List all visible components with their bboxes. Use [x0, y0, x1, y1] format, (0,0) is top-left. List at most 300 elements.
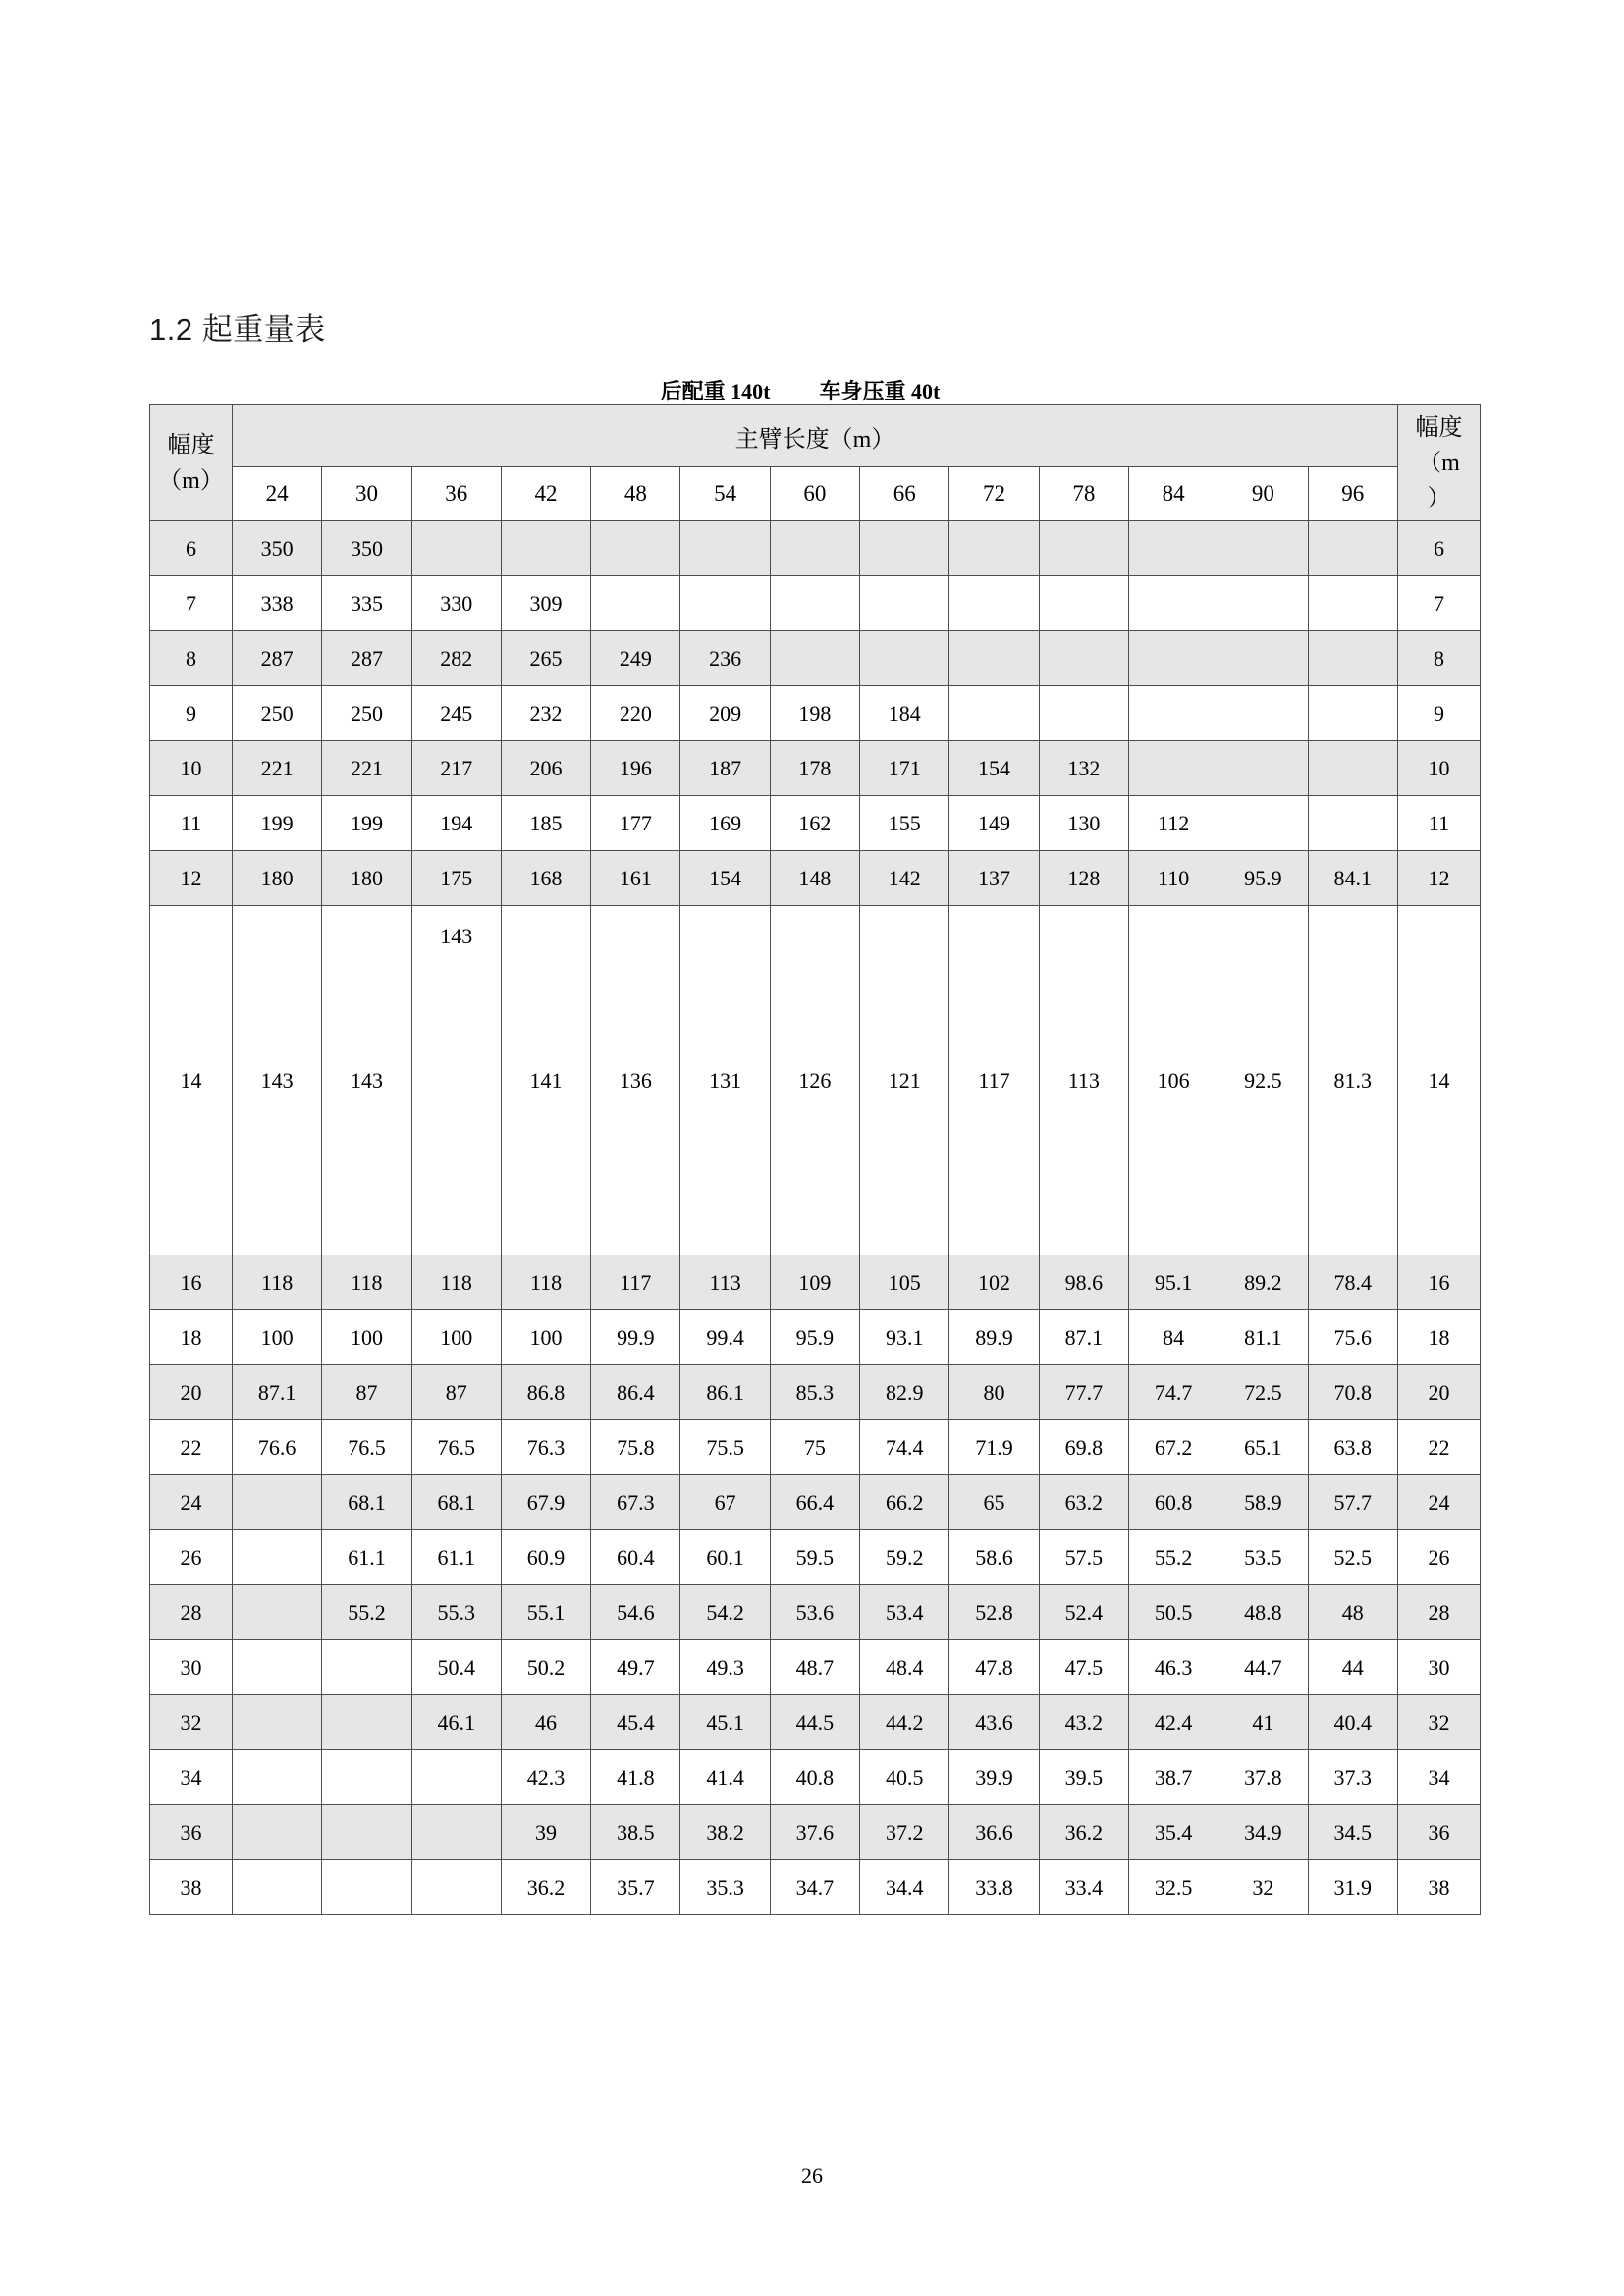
capacity-cell: 41.8: [591, 1750, 680, 1805]
capacity-cell: 93.1: [860, 1310, 949, 1365]
table-row: [150, 1310, 1481, 1365]
capacity-cell: 34.9: [1218, 1805, 1308, 1860]
capacity-cell: 48.7: [770, 1640, 859, 1695]
capacity-cell: [233, 1585, 322, 1640]
row-radius-right: 28: [1398, 1585, 1481, 1640]
capacity-cell: [1128, 631, 1218, 686]
row-radius-right: 32: [1398, 1695, 1481, 1750]
capacity-cell: 37.8: [1218, 1750, 1308, 1805]
capacity-cell: 177: [591, 796, 680, 851]
capacity-cell: 49.3: [680, 1640, 770, 1695]
capacity-cell: 36.2: [501, 1860, 590, 1915]
capacity-cell: 40.4: [1308, 1695, 1397, 1750]
capacity-cell: 199: [322, 796, 411, 851]
capacity-cell: 39.5: [1039, 1750, 1128, 1805]
capacity-cell: [322, 1860, 411, 1915]
capacity-cell: 282: [411, 631, 501, 686]
row-radius-left: 26: [150, 1530, 233, 1585]
capacity-cell: 121: [860, 906, 949, 1255]
capacity-cell: 82.9: [860, 1365, 949, 1420]
header-radius-right: [1398, 405, 1481, 521]
capacity-cell: 77.7: [1039, 1365, 1128, 1420]
capacity-cell: 100: [322, 1310, 411, 1365]
capacity-cell: 37.3: [1308, 1750, 1397, 1805]
capacity-cell: 52.8: [949, 1585, 1039, 1640]
table-caption: [0, 375, 1624, 405]
capacity-cell: [322, 1640, 411, 1695]
capacity-cell: 350: [322, 521, 411, 576]
capacity-cell: 61.1: [322, 1530, 411, 1585]
capacity-cell: 245: [411, 686, 501, 741]
capacity-cell: [1308, 631, 1397, 686]
row-radius-right: 26: [1398, 1530, 1481, 1585]
capacity-cell: [1308, 576, 1397, 631]
row-radius-left: 14: [150, 906, 233, 1255]
capacity-cell: 50.5: [1128, 1585, 1218, 1640]
capacity-cell: 126: [770, 906, 859, 1255]
table-row: [150, 1640, 1481, 1695]
capacity-cell: [411, 1805, 501, 1860]
capacity-cell: 154: [949, 741, 1039, 796]
capacity-cell: [949, 521, 1039, 576]
row-radius-right: 9: [1398, 686, 1481, 741]
capacity-cell: 60.1: [680, 1530, 770, 1585]
capacity-cell: 69.8: [1039, 1420, 1128, 1475]
capacity-cell: [1039, 576, 1128, 631]
table-row: [150, 521, 1481, 576]
row-radius-right: 11: [1398, 796, 1481, 851]
capacity-cell: 199: [233, 796, 322, 851]
capacity-cell: 130: [1039, 796, 1128, 851]
capacity-cell: [233, 1805, 322, 1860]
row-radius-right: 18: [1398, 1310, 1481, 1365]
capacity-cell: 68.1: [322, 1475, 411, 1530]
capacity-cell: 32.5: [1128, 1860, 1218, 1915]
capacity-cell: 109: [770, 1255, 859, 1310]
capacity-cell: 40.5: [860, 1750, 949, 1805]
capacity-cell: 67.9: [501, 1475, 590, 1530]
capacity-cell: [1128, 686, 1218, 741]
capacity-cell: 221: [233, 741, 322, 796]
capacity-cell: 113: [1039, 906, 1128, 1255]
capacity-cell: [591, 576, 680, 631]
capacity-cell: 87: [322, 1365, 411, 1420]
capacity-cell: 53.4: [860, 1585, 949, 1640]
capacity-cell: 143: [233, 906, 322, 1255]
header-radius-right-line1: 幅度: [1415, 414, 1463, 441]
capacity-cell: [770, 631, 859, 686]
capacity-cell: [860, 631, 949, 686]
capacity-cell: 35.4: [1128, 1805, 1218, 1860]
capacity-cell: 335: [322, 576, 411, 631]
capacity-cell: 141: [501, 906, 590, 1255]
row-radius-left: 24: [150, 1475, 233, 1530]
capacity-cell: [1308, 521, 1397, 576]
row-radius-left: 36: [150, 1805, 233, 1860]
capacity-cell: 87: [411, 1365, 501, 1420]
header-boom-col-36: 36: [411, 467, 501, 521]
capacity-cell: 38.5: [591, 1805, 680, 1860]
capacity-cell: [1128, 741, 1218, 796]
header-radius-left-line1: 幅度: [167, 432, 215, 458]
page-title: 1.2 起重量表: [149, 312, 326, 347]
row-radius-right: 36: [1398, 1805, 1481, 1860]
capacity-cell: 180: [322, 851, 411, 906]
capacity-cell: 89.2: [1218, 1255, 1308, 1310]
capacity-cell: 196: [591, 741, 680, 796]
capacity-cell: 65: [949, 1475, 1039, 1530]
capacity-cell: 55.1: [501, 1585, 590, 1640]
capacity-cell: 52.4: [1039, 1585, 1128, 1640]
capacity-cell: 180: [233, 851, 322, 906]
capacity-cell: 61.1: [411, 1530, 501, 1585]
table-row: [150, 1530, 1481, 1585]
capacity-cell: [860, 521, 949, 576]
capacity-cell: 168: [501, 851, 590, 906]
capacity-cell: 187: [680, 741, 770, 796]
capacity-cell: 45.4: [591, 1695, 680, 1750]
capacity-cell: [680, 521, 770, 576]
capacity-cell: 35.3: [680, 1860, 770, 1915]
row-radius-left: 11: [150, 796, 233, 851]
capacity-cell: [233, 1475, 322, 1530]
row-radius-left: 34: [150, 1750, 233, 1805]
capacity-cell: 48.8: [1218, 1585, 1308, 1640]
capacity-cell: 206: [501, 741, 590, 796]
header-boom-col-96: 96: [1308, 467, 1397, 521]
table-head: [150, 405, 1481, 521]
capacity-cell: 38.2: [680, 1805, 770, 1860]
capacity-cell: 59.2: [860, 1530, 949, 1585]
capacity-cell: 46.3: [1128, 1640, 1218, 1695]
capacity-cell: 221: [322, 741, 411, 796]
row-radius-right: 24: [1398, 1475, 1481, 1530]
row-radius-left: 6: [150, 521, 233, 576]
capacity-cell: 75.5: [680, 1420, 770, 1475]
capacity-cell: 50.4: [411, 1640, 501, 1695]
capacity-cell: 42.3: [501, 1750, 590, 1805]
capacity-cell: 87.1: [1039, 1310, 1128, 1365]
table-row: [150, 906, 1481, 1255]
table-row: [150, 576, 1481, 631]
capacity-cell: 80: [949, 1365, 1039, 1420]
capacity-cell: 86.4: [591, 1365, 680, 1420]
header-boom-col-24: 24: [233, 467, 322, 521]
capacity-cell: 59.5: [770, 1530, 859, 1585]
row-radius-left: 9: [150, 686, 233, 741]
header-row-top: [150, 405, 1481, 467]
row-radius-left: 16: [150, 1255, 233, 1310]
capacity-cell: 209: [680, 686, 770, 741]
capacity-cell: 49.7: [591, 1640, 680, 1695]
capacity-cell: 309: [501, 576, 590, 631]
capacity-cell: 84.1: [1308, 851, 1397, 906]
row-radius-right: 10: [1398, 741, 1481, 796]
capacity-cell: 350: [233, 521, 322, 576]
capacity-cell: 39.9: [949, 1750, 1039, 1805]
capacity-cell: 78.4: [1308, 1255, 1397, 1310]
capacity-cell: 54.2: [680, 1585, 770, 1640]
header-radius-left-line2: （m）: [158, 467, 224, 494]
caption-counterweight: 后配重 140t: [660, 379, 771, 403]
header-boom-col-54: 54: [680, 467, 770, 521]
capacity-cell: 154: [680, 851, 770, 906]
capacity-cell: [1218, 631, 1308, 686]
table-row: [150, 851, 1481, 906]
capacity-cell: [949, 631, 1039, 686]
capacity-cell: 198: [770, 686, 859, 741]
capacity-cell: [233, 1750, 322, 1805]
header-boom-col-90: 90: [1218, 467, 1308, 521]
capacity-cell: 31.9: [1308, 1860, 1397, 1915]
row-radius-left: 20: [150, 1365, 233, 1420]
capacity-cell: 57.5: [1039, 1530, 1128, 1585]
capacity-cell: 250: [322, 686, 411, 741]
capacity-cell: 76.5: [411, 1420, 501, 1475]
row-radius-left: 32: [150, 1695, 233, 1750]
capacity-cell: [1218, 576, 1308, 631]
capacity-cell: [1218, 741, 1308, 796]
capacity-cell: 194: [411, 796, 501, 851]
table-row: [150, 1475, 1481, 1530]
capacity-cell: [501, 521, 590, 576]
capacity-cell: 184: [860, 686, 949, 741]
capacity-cell: [233, 1695, 322, 1750]
capacity-cell: 117: [591, 1255, 680, 1310]
caption-carbody-ballast: 车身压重 40t: [819, 379, 941, 403]
capacity-cell: 162: [770, 796, 859, 851]
capacity-cell: 110: [1128, 851, 1218, 906]
capacity-cell: [411, 1860, 501, 1915]
capacity-cell: 143: [322, 906, 411, 1255]
capacity-cell: 102: [949, 1255, 1039, 1310]
capacity-cell: 63.2: [1039, 1475, 1128, 1530]
row-radius-right: 20: [1398, 1365, 1481, 1420]
capacity-cell: 86.1: [680, 1365, 770, 1420]
capacity-cell: 92.5: [1218, 906, 1308, 1255]
header-boom-col-42: 42: [501, 467, 590, 521]
capacity-cell: 36.6: [949, 1805, 1039, 1860]
capacity-cell: 105: [860, 1255, 949, 1310]
capacity-cell: 99.9: [591, 1310, 680, 1365]
row-radius-right: 30: [1398, 1640, 1481, 1695]
capacity-cell: [949, 686, 1039, 741]
capacity-cell: 112: [1128, 796, 1218, 851]
capacity-cell: [233, 1530, 322, 1585]
capacity-cell: 67.3: [591, 1475, 680, 1530]
capacity-cell: 330: [411, 576, 501, 631]
capacity-cell: 118: [411, 1255, 501, 1310]
capacity-cell: 66.4: [770, 1475, 859, 1530]
capacity-cell: 75: [770, 1420, 859, 1475]
capacity-cell: 37.2: [860, 1805, 949, 1860]
capacity-cell: 100: [411, 1310, 501, 1365]
capacity-cell: 118: [233, 1255, 322, 1310]
capacity-cell: 66.2: [860, 1475, 949, 1530]
row-radius-right: 38: [1398, 1860, 1481, 1915]
capacity-cell: [680, 576, 770, 631]
capacity-cell: 85.3: [770, 1365, 859, 1420]
capacity-cell: 54.6: [591, 1585, 680, 1640]
capacity-cell: [1039, 686, 1128, 741]
capacity-cell: 43.2: [1039, 1695, 1128, 1750]
capacity-cell: [322, 1750, 411, 1805]
capacity-cell: 81.3: [1308, 906, 1397, 1255]
capacity-cell: 143: [411, 906, 501, 1255]
capacity-cell: 118: [501, 1255, 590, 1310]
capacity-cell: 131: [680, 906, 770, 1255]
table-row: [150, 1420, 1481, 1475]
row-radius-left: 22: [150, 1420, 233, 1475]
capacity-cell: 55.3: [411, 1585, 501, 1640]
capacity-cell: 100: [501, 1310, 590, 1365]
capacity-cell: 75.8: [591, 1420, 680, 1475]
capacity-cell: [322, 1695, 411, 1750]
table-row: [150, 796, 1481, 851]
capacity-cell: 74.7: [1128, 1365, 1218, 1420]
capacity-cell: 60.4: [591, 1530, 680, 1585]
row-radius-left: 38: [150, 1860, 233, 1915]
capacity-cell: 171: [860, 741, 949, 796]
capacity-cell: 55.2: [1128, 1530, 1218, 1585]
capacity-cell: 44.7: [1218, 1640, 1308, 1695]
capacity-cell: [1308, 741, 1397, 796]
capacity-cell: [411, 521, 501, 576]
header-row-columns: [150, 467, 1481, 521]
header-boom-col-48: 48: [591, 467, 680, 521]
header-boom-col-78: 78: [1039, 467, 1128, 521]
header-boom-col-72: 72: [949, 467, 1039, 521]
capacity-cell: 236: [680, 631, 770, 686]
capacity-cell: 70.8: [1308, 1365, 1397, 1420]
capacity-cell: 37.6: [770, 1805, 859, 1860]
table-row: [150, 1805, 1481, 1860]
capacity-cell: 53.6: [770, 1585, 859, 1640]
capacity-cell: 34.7: [770, 1860, 859, 1915]
capacity-cell: 76.6: [233, 1420, 322, 1475]
capacity-cell: 42.4: [1128, 1695, 1218, 1750]
capacity-cell: 53.5: [1218, 1530, 1308, 1585]
capacity-cell: 217: [411, 741, 501, 796]
capacity-cell: 50.2: [501, 1640, 590, 1695]
capacity-cell: 128: [1039, 851, 1128, 906]
header-boom-col-84: 84: [1128, 467, 1218, 521]
header-boom-col-60: 60: [770, 467, 859, 521]
capacity-cell: 287: [322, 631, 411, 686]
capacity-cell: [1308, 686, 1397, 741]
capacity-cell: 48.4: [860, 1640, 949, 1695]
table-row: [150, 1750, 1481, 1805]
capacity-cell: 38.7: [1128, 1750, 1218, 1805]
capacity-cell: [770, 521, 859, 576]
row-radius-left: 8: [150, 631, 233, 686]
capacity-cell: 98.6: [1039, 1255, 1128, 1310]
row-radius-left: 18: [150, 1310, 233, 1365]
header-radius-right-line2: （m: [1418, 450, 1460, 476]
capacity-cell: [860, 576, 949, 631]
capacity-cell: 232: [501, 686, 590, 741]
capacity-cell: 74.4: [860, 1420, 949, 1475]
table-row: [150, 631, 1481, 686]
table-row: [150, 686, 1481, 741]
capacity-cell: [233, 1640, 322, 1695]
capacity-cell: 46: [501, 1695, 590, 1750]
capacity-cell: 55.2: [322, 1585, 411, 1640]
table-row: [150, 1695, 1481, 1750]
capacity-cell: [591, 521, 680, 576]
capacity-cell: 34.4: [860, 1860, 949, 1915]
capacity-cell: 32: [1218, 1860, 1308, 1915]
capacity-cell: 113: [680, 1255, 770, 1310]
capacity-cell: 76.3: [501, 1420, 590, 1475]
header-radius-left: [150, 405, 233, 521]
capacity-cell: 43.6: [949, 1695, 1039, 1750]
row-radius-right: 16: [1398, 1255, 1481, 1310]
load-chart-table: [149, 404, 1481, 1915]
capacity-cell: 86.8: [501, 1365, 590, 1420]
capacity-cell: 60.8: [1128, 1475, 1218, 1530]
capacity-cell: 46.1: [411, 1695, 501, 1750]
capacity-cell: 95.1: [1128, 1255, 1218, 1310]
capacity-cell: 117: [949, 906, 1039, 1255]
capacity-cell: 99.4: [680, 1310, 770, 1365]
capacity-cell: 81.1: [1218, 1310, 1308, 1365]
capacity-cell: 58.6: [949, 1530, 1039, 1585]
capacity-cell: 67.2: [1128, 1420, 1218, 1475]
capacity-cell: 118: [322, 1255, 411, 1310]
capacity-cell: 65.1: [1218, 1420, 1308, 1475]
capacity-cell: 36.2: [1039, 1805, 1128, 1860]
capacity-cell: 44.2: [860, 1695, 949, 1750]
row-radius-left: 7: [150, 576, 233, 631]
row-radius-right: 22: [1398, 1420, 1481, 1475]
header-boom-col-66: 66: [860, 467, 949, 521]
capacity-cell: 249: [591, 631, 680, 686]
table-row: [150, 1255, 1481, 1310]
capacity-cell: 75.6: [1308, 1310, 1397, 1365]
capacity-cell: [1128, 521, 1218, 576]
capacity-cell: 185: [501, 796, 590, 851]
capacity-cell: 148: [770, 851, 859, 906]
table-row: [150, 1585, 1481, 1640]
table-body: [150, 521, 1481, 1915]
capacity-cell: [1218, 521, 1308, 576]
capacity-cell: [1308, 796, 1397, 851]
row-radius-right: 7: [1398, 576, 1481, 631]
capacity-cell: 76.5: [322, 1420, 411, 1475]
capacity-cell: 161: [591, 851, 680, 906]
capacity-cell: 47.8: [949, 1640, 1039, 1695]
capacity-cell: 84: [1128, 1310, 1218, 1365]
capacity-cell: 68.1: [411, 1475, 501, 1530]
capacity-cell: [949, 576, 1039, 631]
capacity-cell: 72.5: [1218, 1365, 1308, 1420]
capacity-cell: 175: [411, 851, 501, 906]
capacity-cell: 33.4: [1039, 1860, 1128, 1915]
capacity-cell: [1039, 521, 1128, 576]
capacity-cell: 136: [591, 906, 680, 1255]
row-radius-right: 12: [1398, 851, 1481, 906]
capacity-cell: 89.9: [949, 1310, 1039, 1365]
capacity-cell: 71.9: [949, 1420, 1039, 1475]
capacity-cell: [1128, 576, 1218, 631]
capacity-cell: 39: [501, 1805, 590, 1860]
capacity-cell: 287: [233, 631, 322, 686]
capacity-cell: 34.5: [1308, 1805, 1397, 1860]
capacity-cell: 67: [680, 1475, 770, 1530]
capacity-cell: [411, 1750, 501, 1805]
capacity-cell: 33.8: [949, 1860, 1039, 1915]
